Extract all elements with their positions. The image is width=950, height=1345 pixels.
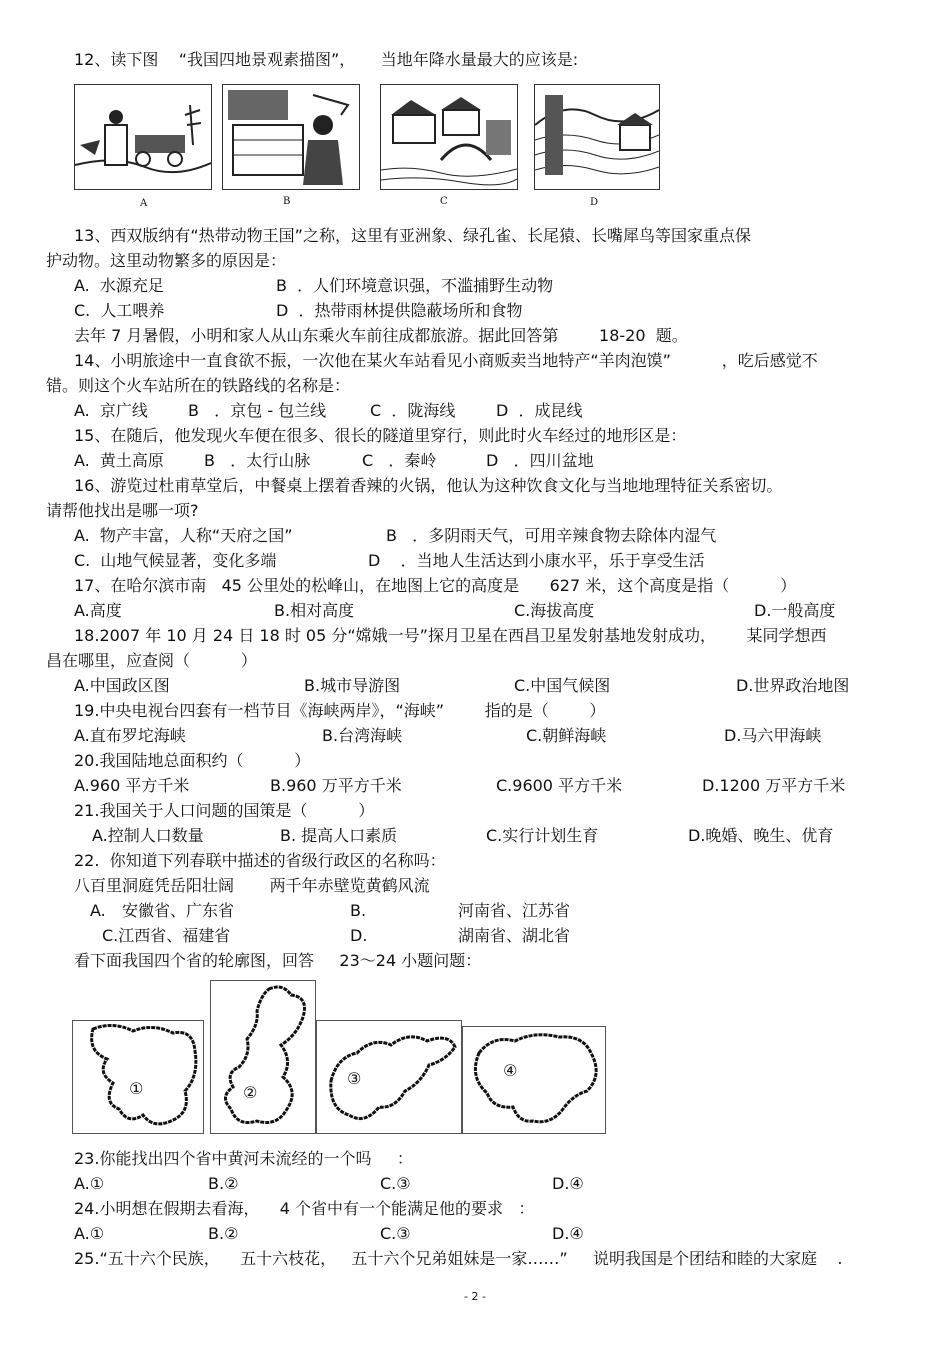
q21-option-a: A.控制人口数量 [92,826,204,845]
q18-option-a: A.中国政区图 [74,676,170,695]
q20-option-a: A.960 平方千米 [74,776,190,795]
q18-line1: 18.2007 年 10 月 24 日 18 时 05 分“嫦娥一号”探月卫星在西昌卫星发射基地发射成功， 某同学想西 [74,626,827,645]
q18-line2: 昌在哪里，应查阅（ ） [46,651,257,670]
q22-option-d-label: D. [350,926,368,945]
q16-option-b: B ．多阴雨天气，可用辛辣食物去除体内湿气 [386,526,717,545]
q19-option-d: D.马六甲海峡 [724,726,822,745]
q16-option-d: D ．当地人生活达到小康水平，乐于享受生活 [368,551,705,570]
caption-a: A [140,198,148,209]
q22-couplet: 八百里洞庭凭岳阳壮阔 两千年赤壁览黄鹤风流 [74,876,430,895]
q14-option-c: C ．陇海线 [370,401,456,420]
q12-stem: 12、读下图 “我国四地景观素描图”， 当地年降水量最大的应该是: [74,50,579,69]
q22-option-b-label: B. [350,901,367,920]
q18-option-d: D.世界政治地图 [736,676,850,695]
q16-option-c: C. 山地气候显著，变化多端 [74,551,277,570]
q20-option-b: B.960 万平方千米 [270,776,402,795]
q22-option-d: 湖南省、湖北省 [458,926,571,945]
q16-line2: 请帮他找出是哪一项? [46,501,199,520]
q23-option-b: B.② [208,1174,239,1193]
q22-line1: 22. 你知道下列春联中描述的省级行政区的名称吗： [74,851,446,870]
q13-line2: 护动物。这里动物繁多的原因是： [46,251,287,270]
caption-c: C [440,196,448,207]
q15-option-a: A. 黄土高原 [74,451,164,470]
q13-option-d: D ．热带雨林提供隐蔽场所和食物 [276,301,523,320]
q15-option-c: C ．秦岭 [362,451,437,470]
province-map-4 [462,1026,606,1134]
q19-option-c: C.朝鲜海峡 [526,726,607,745]
sketch-c [380,84,518,190]
q16-option-a: A. 物产丰富，人称“天府之国” [74,526,293,545]
sketch-a [74,84,212,190]
caption-d: D [590,197,599,208]
province-map-3 [316,1020,462,1134]
q22-option-a: 安徽省、广东省 [122,901,235,920]
province-map-2 [210,980,316,1134]
q15-option-d: D ．四川盆地 [486,451,594,470]
q22-option-a-label: A. [90,901,106,920]
page-number: - 2 - [464,1290,486,1303]
province-label-3: ③ [347,1069,362,1088]
q22-option-b: 河南省、江苏省 [458,901,571,920]
q23-line1: 23.你能找出四个省中黄河未流经的一个吗 ： [74,1149,413,1168]
q15-line1: 15、在随后，他发现火车便在很多、很长的隧道里穿行，则此时火车经过的地形区是： [74,426,687,445]
q17-option-b: B.相对高度 [274,601,355,620]
q23-option-a: A.① [74,1174,105,1193]
q15-option-b: B ．太行山脉 [204,451,311,470]
q20-option-d: D.1200 万平方千米 [702,776,846,795]
province-map-1 [72,1020,204,1134]
q17-option-a: A.高度 [74,601,122,620]
q17-option-d: D.一般高度 [754,601,836,620]
q16-line1: 16、游览过杜甫草堂后，中餐桌上摆着香辣的火锅，他认为这种饮食文化与当地地理特征关系密切。 [74,476,783,495]
q23-option-d: D.④ [552,1174,584,1193]
q14-line1: 14、小明旅途中一直食欲不振，一次他在某火车站看见小商贩卖当地特产“羊肉泡馍” ，吃后感觉不 [74,351,818,370]
q19-option-b: B.台湾海峡 [322,726,403,745]
q23-option-c: C.③ [380,1174,411,1193]
q21-line1: 21.我国关于人口问题的国策是（ ） [74,801,375,820]
province-label-4: ④ [503,1061,518,1080]
q24-option-b: B.② [208,1224,239,1243]
sketch-d [534,84,660,190]
q19-line1: 19.中央电视台四套有一档节目《海峡两岸》，“海峡” 指的是（ ） [74,701,606,720]
q13-option-b: B ．人们环境意识强，不滥捕野生动物 [276,276,554,295]
sketch-b [222,84,360,190]
q17-option-c: C.海拔高度 [514,601,595,620]
q24-option-c: C.③ [380,1224,411,1243]
q21-option-c: C.实行计划生育 [486,826,599,845]
caption-b: B [283,196,291,207]
q14-line2: 错。则这个火车站所在的铁路线的名称是： [46,376,351,395]
province-label-1: ① [129,1079,144,1098]
q25-line1: 25.“五十六个民族， 五十六枝花， 五十六个兄弟姐妹是一家……” 说明我国是个团结和睦的大家庭 . [74,1249,843,1268]
q24-option-d: D.④ [552,1224,584,1243]
q24-line1: 24.小明想在假期去看海， 4 个省中有一个能满足他的要求 ： [74,1199,535,1218]
q17-line1: 17、在哈尔滨市南 45 公里处的松峰山，在地图上它的高度是 627 米，这个高度是指（ ） [74,576,797,595]
intro-18-20: 去年 7 月暑假，小明和家人从山东乘火车前往成都旅游。据此回答第 18-20 题。 [74,326,688,345]
province-label-2: ② [243,1083,258,1102]
q20-line1: 20.我国陆地总面积约（ ） [74,751,311,770]
q14-option-b: B ．京包 - 包兰线 [188,401,327,420]
q24-option-a: A.① [74,1224,105,1243]
q21-option-b: B. 提高人口素质 [280,826,398,845]
q14-option-d: D ．成昆线 [496,401,583,420]
q18-option-b: B.城市导游图 [304,676,401,695]
q13-option-c: C. 人工喂养 [74,301,165,320]
q19-option-a: A.直布罗坨海峡 [74,726,186,745]
q13-line1: 13、西双版纳有“热带动物王国”之称，这里有亚洲象、绿孔雀、长尾猿、长嘴犀鸟等国家重点保 [74,226,751,245]
q18-option-c: C.中国气候图 [514,676,611,695]
q20-option-c: C.9600 平方千米 [496,776,623,795]
q22-option-c: C.江西省、福建省 [102,926,231,945]
q13-option-a: A. 水源充足 [74,276,164,295]
q21-option-d: D.晚婚、晚生、优育 [688,826,834,845]
intro-23-24: 看下面我国四个省的轮廓图，回答 23～24 小题问题： [74,951,482,970]
q14-option-a: A. 京广线 [74,401,148,420]
